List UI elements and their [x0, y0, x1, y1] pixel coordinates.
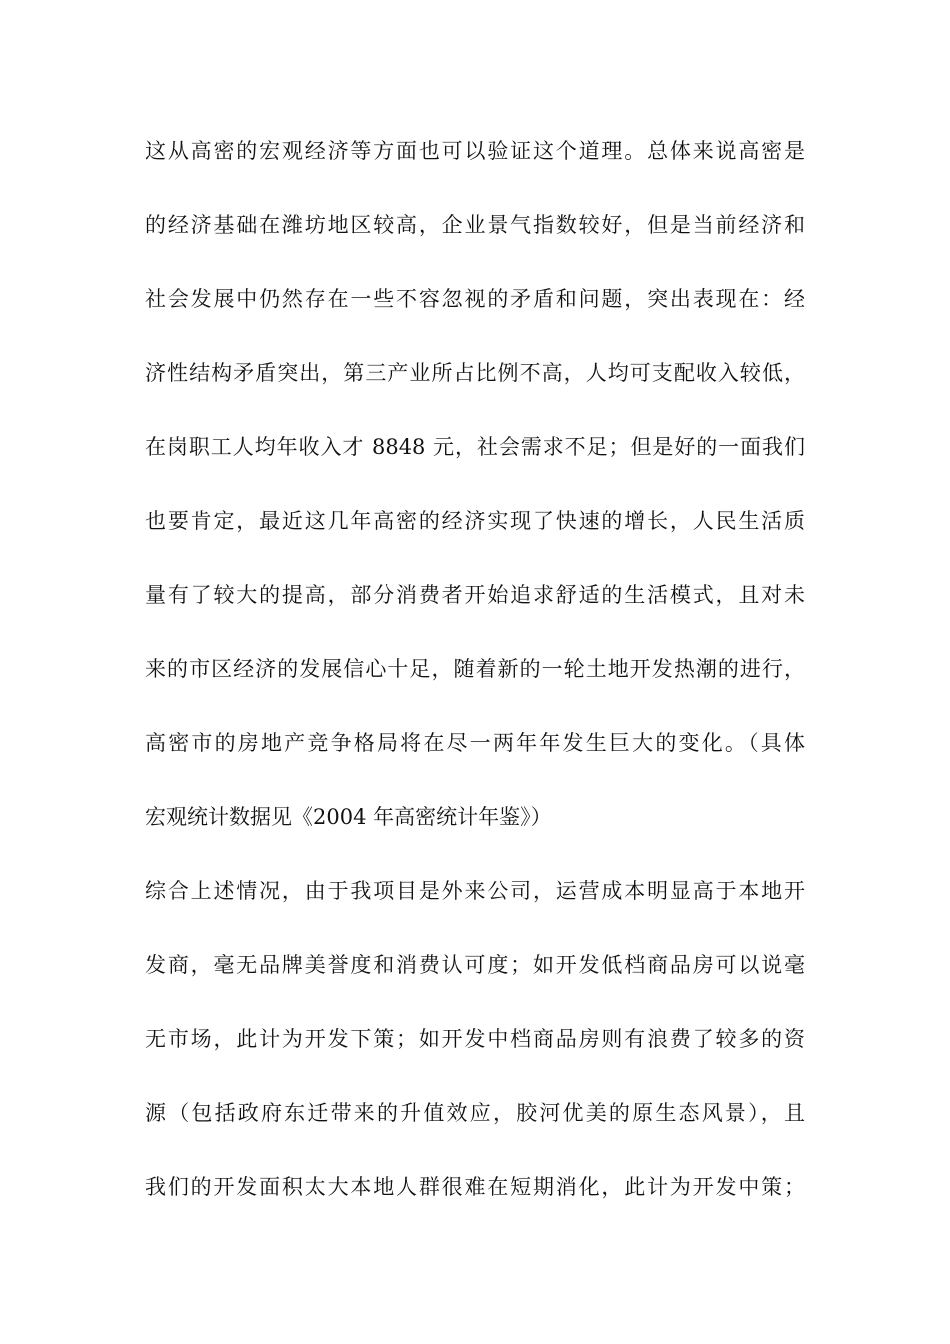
text-line: 高密市的房地产竞争格局将在尽一两年年发生巨大的变化。（具体: [145, 731, 805, 755]
text-line: 也要肯定，最近这几年高密的经济实现了快速的增长，人民生活质: [145, 509, 805, 533]
text-line-paragraph-end: 宏观统计数据见《2004 年高密统计年鉴》）: [145, 805, 552, 829]
text-line: 的经济基础在潍坊地区较高，企业景气指数较好，但是当前经济和: [145, 213, 805, 237]
text-line: 济性结构矛盾突出，第三产业所占比例不高，人均可支配收入较低，: [145, 361, 805, 385]
text-line: 在岗职工人均年收入才 8848 元，社会需求不足；但是好的一面我们: [145, 435, 805, 459]
text-line: 来的市区经济的发展信心十足，随着新的一轮土地开发热潮的进行，: [145, 657, 805, 681]
text-line: 发商，毫无品牌美誉度和消费认可度；如开发低档商品房可以说毫: [145, 953, 805, 977]
text-line: 综合上述情况，由于我项目是外来公司，运营成本明显高于本地开: [145, 879, 805, 903]
text-line: 我们的开发面积太大本地人群很难在短期消化，此计为开发中策；: [145, 1175, 805, 1199]
text-line: 无市场，此计为开发下策；如开发中档商品房则有浪费了较多的资: [145, 1027, 805, 1051]
text-line: 源（包括政府东迁带来的升值效应，胶河优美的原生态风景），且: [145, 1101, 805, 1125]
text-line: 这从高密的宏观经济等方面也可以验证这个道理。总体来说高密是: [145, 139, 805, 163]
text-line: 社会发展中仍然存在一些不容忽视的矛盾和问题，突出表现在：经: [145, 287, 805, 311]
body-text: [145, 128, 805, 1238]
text-line: 量有了较大的提高，部分消费者开始追求舒适的生活模式，且对未: [145, 583, 805, 607]
